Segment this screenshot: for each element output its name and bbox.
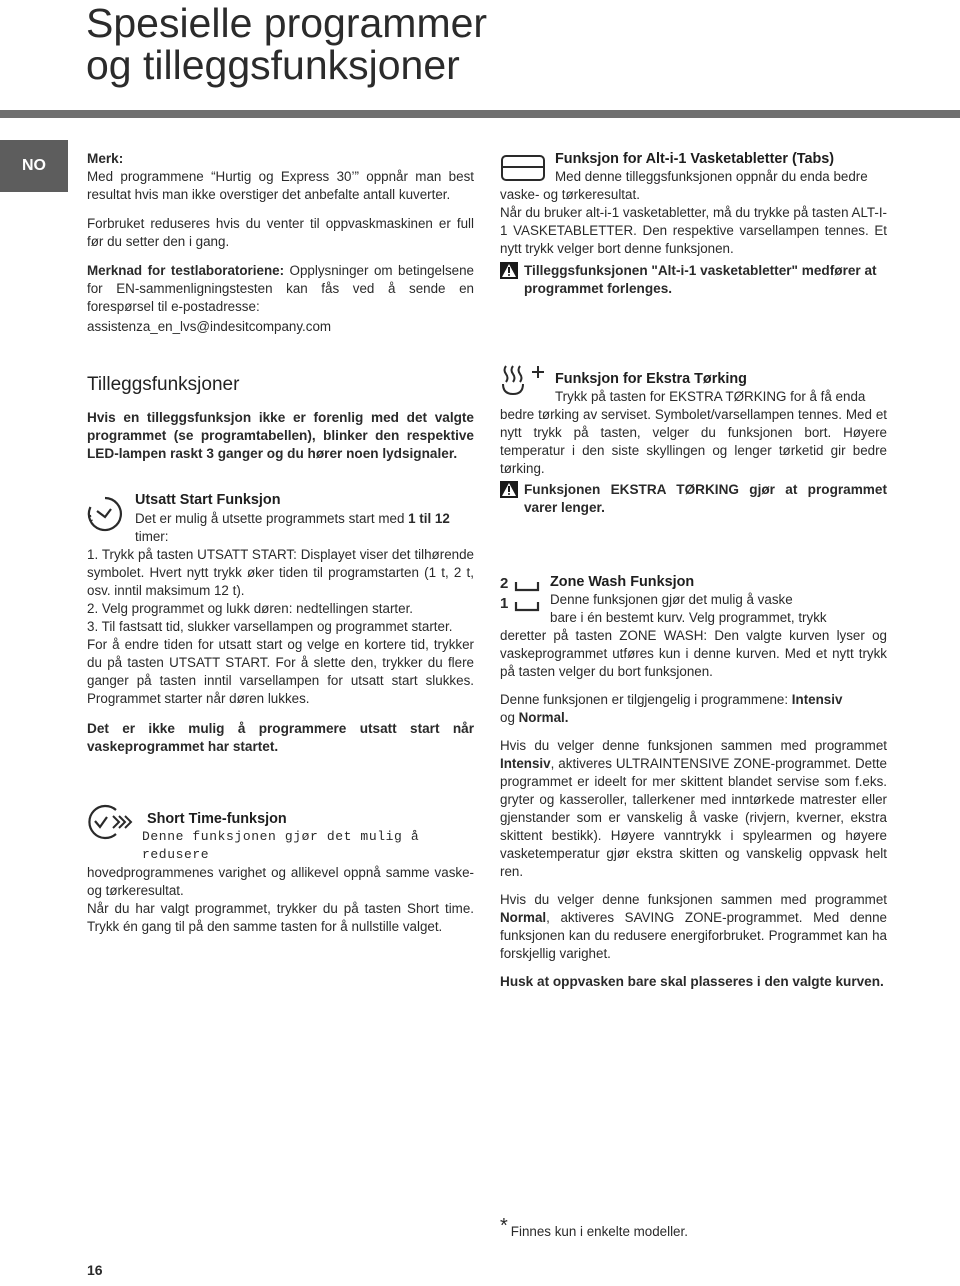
page-title-line2: og tilleggsfunksjoner bbox=[86, 42, 460, 88]
lab-note-label: Merknad for testlaboratoriene: bbox=[87, 263, 285, 278]
extra-dry-line-1: Trykk på tasten for EKSTRA TØRKING for å få enda bbox=[555, 389, 866, 404]
extra-dry-section bbox=[500, 370, 887, 517]
warning-icon bbox=[500, 262, 518, 279]
zone-number-2: 2 bbox=[500, 575, 509, 592]
header-rule bbox=[0, 110, 960, 118]
delay-section bbox=[87, 491, 474, 756]
page-title bbox=[86, 2, 487, 86]
intensiv-pre: Hvis du velger denne funksjonen sammen med programmet bbox=[500, 738, 887, 753]
delay-line-2: timer: bbox=[135, 529, 169, 544]
delay-warning: Det er ikke mulig å programmere utsatt start når vaskeprogrammet har startet. bbox=[87, 721, 474, 754]
footnote-star: * bbox=[500, 1215, 508, 1237]
extra-dry-warning: Funksjonen EKSTRA TØRKING gjør at programmet varer lenger. bbox=[524, 482, 887, 515]
tabs-section bbox=[500, 150, 887, 298]
intensiv-program: Intensiv bbox=[500, 756, 551, 771]
footnote-text: Finnes kun i enkelte modeller. bbox=[510, 1224, 688, 1239]
footnote bbox=[500, 1215, 688, 1241]
zone-wash-line-2: bare i én bestemt kurv. Velg programmet, trykk bbox=[550, 610, 827, 625]
tabs-heading: Funksjon for Alt-i-1 Vasketabletter (Tabs) bbox=[555, 151, 835, 167]
zone-wash-section bbox=[500, 573, 887, 991]
zone-number-1: 1 bbox=[500, 595, 509, 612]
short-time-section bbox=[87, 810, 474, 936]
short-time-body: hovedprogrammenes varighet og allikevel oppnå samme vaske- og tørkeresultat. bbox=[87, 865, 474, 898]
page-title-line1: Spesielle programmer bbox=[86, 0, 488, 46]
availability-text: Denne funksjonen er tilgjengelig i programmene: bbox=[500, 692, 792, 707]
extra-dry-warning-row bbox=[500, 481, 887, 517]
availability-intensiv: Intensiv bbox=[791, 692, 843, 707]
short-time-heading: Short Time-funksjon bbox=[147, 811, 287, 827]
delay-step-3: 3. Til fastsatt tid, slukker varsellampen og programmet starter. bbox=[87, 619, 453, 634]
delay-change: For å endre tiden for utsatt start og velge en kortere tid, trykker du på tasten UTSATT START. For å slette den, trykker du flere ganger på tasten inntil varsellampen for utsatt start slukkes. Programmet starter når døren lukkes. bbox=[87, 637, 474, 706]
section-heading: Tilleggsfunksjoner bbox=[87, 374, 240, 395]
zone-wash-body: deretter på tasten ZONE WASH: Den valgte kurven lyser og vaskeprogrammet utføres kun i denne kurven. Med et nytt trykk på tasten velger du bort funksjonen. bbox=[500, 628, 887, 679]
delay-line-1 bbox=[87, 510, 474, 528]
delay-range: 1 til 12 bbox=[408, 511, 450, 526]
short-time-paragraph-2: Når du har valgt programmet, trykker du på tasten Short time. Trykk én gang til på den samme tasten for å nullstille valget. bbox=[87, 901, 474, 934]
delay-step-1: 1. Trykk på tasten UTSATT START: Displayet viser det tilhørende symbolet. Hvert nytt trykk øker tiden til programstarten (1 t, 2 t, osv. inntil maksimum 12 t). bbox=[87, 547, 474, 598]
note-paragraph-2: Forbruket reduseres hvis du venter til oppvaskmaskinen er full før du setter den i gang. bbox=[87, 216, 474, 249]
page-number: 16 bbox=[87, 1262, 103, 1278]
lab-note bbox=[87, 262, 474, 316]
normal-post: , aktiveres SAVING ZONE-programmet. Med denne funksjonen kan du redusere energiforbruket. Programmet kan ha forskjellig varighet. bbox=[500, 910, 887, 961]
warning-icon bbox=[500, 481, 518, 498]
intensiv-post: , aktiveres ULTRAINTENSIVE ZONE-programmet. Dette programmet er ideelt for mer skittent blandet servise som f.eks. gryter og kasseroller, tallerkener med inntørkede matrester eller gjenstander som er vanskelig å vaske (rivjern, kverner, ekstra skittent bestikk). Høyere vanntrykk i spylearmen og høyere vasketemperatur gjør ekstra skitten og vanskelig oppvask helt ren. bbox=[500, 756, 887, 879]
availability-normal: Normal. bbox=[518, 710, 569, 725]
lab-email: assistenza_en_lvs@indesitcompany.com bbox=[87, 319, 332, 334]
tilleggs-section bbox=[87, 374, 474, 463]
tabs-warning: Tilleggsfunksjonen "Alt-i-1 vasketabletter" medfører at programmet forlenges. bbox=[524, 263, 877, 296]
tabs-line-1: Med denne tilleggsfunksjonen oppnår du enda bedre bbox=[555, 169, 868, 184]
normal-pre: Hvis du velger denne funksjonen sammen med programmet bbox=[500, 892, 887, 907]
extra-dry-heading: Funksjon for Ekstra Tørking bbox=[555, 371, 747, 387]
note-paragraph-1: Med programmene “Hurtig og Express 30’” oppnår man best resultat hvis man ikke overstiger det anbefalte antall kuverter. bbox=[87, 169, 474, 202]
delay-step-2: 2. Velg programmet og lukk døren: nedtellingen starter. bbox=[87, 601, 414, 616]
tabs-warning-row bbox=[500, 262, 887, 298]
tabs-body: vaske- og tørkeresultat. bbox=[500, 187, 640, 202]
tilleggs-intro: Hvis en tilleggsfunksjon ikke er forenlig med det valgte programmet (se programtabellen), blinker den respektive LED-lampen raskt 3 ganger og du hører noen lydsignaler. bbox=[87, 410, 474, 461]
delay-line-1-text: Det er mulig å utsette programmets start med bbox=[135, 511, 409, 526]
availability-mid: og bbox=[500, 710, 519, 725]
lab-note-text: Opplysninger om betingelsene for EN-sammenligningstesten kan fås ved å sende en forespørsel til e-postadresse: bbox=[87, 263, 474, 314]
short-time-line-1: Denne funksjonen gjør det mulig å redusere bbox=[142, 829, 420, 862]
extra-dry-body: bedre tørking av serviset. Symbolet/varsellampen tennes. Med et nytt trykk på tasten, velger du funksjonen bort. Høyere temperatur i den siste skyllingen og lenger tørketid gir bedre tørking. bbox=[500, 407, 887, 476]
zone-wash-availability bbox=[500, 691, 887, 727]
delay-heading: Utsatt Start Funksjon bbox=[135, 492, 281, 508]
zone-wash-normal bbox=[500, 891, 887, 963]
tabs-paragraph-2: Når du bruker alt-i-1 vasketabletter, må du trykke på tasten ALT-I-1 VASKETABLETTER. Den respektive varsellampen tennes. Et nytt trykk velger bort denne funksjonen. bbox=[500, 205, 887, 256]
zone-wash-warning: Husk at oppvasken bare skal plasseres i den valgte kurven. bbox=[500, 974, 884, 989]
zone-wash-heading: Zone Wash Funksjon bbox=[550, 574, 695, 590]
note-section bbox=[87, 150, 474, 336]
note-heading: Merk: bbox=[87, 151, 124, 166]
normal-program: Normal bbox=[500, 910, 547, 925]
language-tab: NO bbox=[0, 140, 68, 192]
zone-wash-intensiv bbox=[500, 737, 887, 881]
zone-wash-line-1: Denne funksjonen gjør det mulig å vaske bbox=[550, 592, 793, 607]
